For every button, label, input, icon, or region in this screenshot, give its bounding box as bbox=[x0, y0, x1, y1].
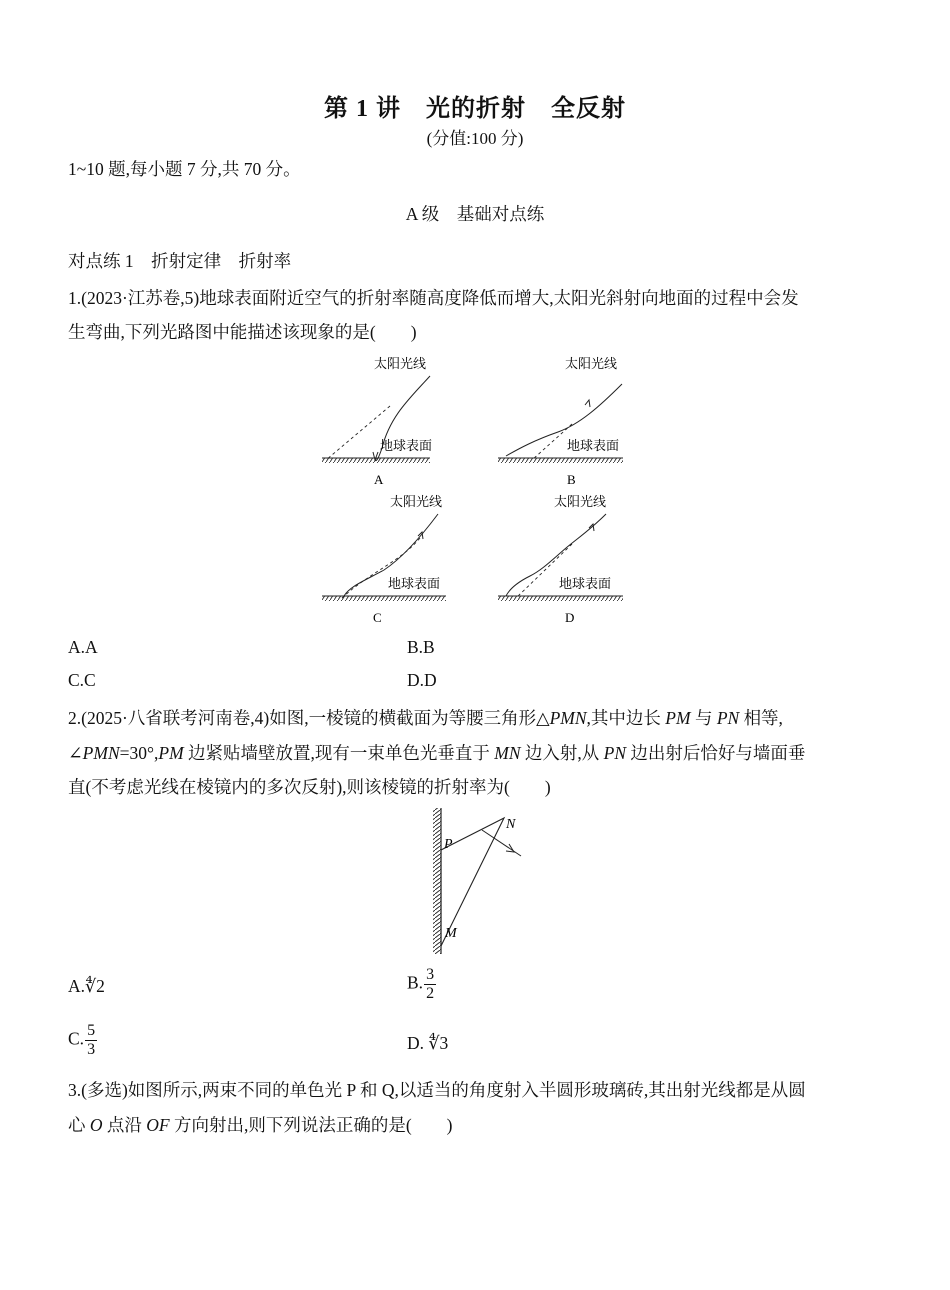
q3-text-line2: 心 O 点沿 OF 方向射出,则下列说法正确的是( ) bbox=[68, 1115, 453, 1135]
q2-figure bbox=[420, 806, 530, 956]
q2-option-d[interactable]: D. ∜3 bbox=[407, 1033, 449, 1053]
q1-text-line2: 生弯曲,下列光路图中能描述该现象的是( ) bbox=[68, 322, 417, 342]
light-ray bbox=[482, 830, 521, 856]
panel-b bbox=[498, 356, 623, 487]
panel-d bbox=[498, 494, 623, 625]
fraction: $\frac{3}{2}$ bbox=[426, 966, 435, 1002]
sun-label: 太阳光线 bbox=[390, 494, 443, 509]
panel-label: D bbox=[565, 610, 575, 625]
ground-label: 地球表面 bbox=[567, 438, 620, 453]
sun-label: 太阳光线 bbox=[374, 356, 427, 371]
q1-option-d[interactable]: D.D bbox=[407, 670, 437, 690]
q2-option-b[interactable]: B. $\frac{3}{2}$ bbox=[407, 966, 435, 1002]
point-m-label: M bbox=[445, 926, 457, 941]
sun-label: 太阳光线 bbox=[565, 356, 618, 371]
q1-figure bbox=[310, 348, 640, 630]
instructions: 1~10 题,每小题 7 分,共 70 分。 bbox=[68, 159, 301, 179]
q1-option-c[interactable]: C.C bbox=[68, 670, 96, 690]
wall bbox=[433, 808, 441, 954]
q2-option-c[interactable]: C. $\frac{5}{3}$ bbox=[68, 1022, 96, 1058]
q1-option-b[interactable]: B.B bbox=[407, 637, 435, 657]
topic-heading: 对点练 1 折射定律 折射率 bbox=[68, 251, 292, 271]
fraction: $\frac{5}{3}$ bbox=[87, 1022, 96, 1058]
q2-text-line1: 2.(2025·八省联考河南卷,4)如图,一棱镜的横截面为等腰三角形△PMN,其中边长 PM 与 PN 相等, bbox=[68, 708, 783, 728]
point-n-label: N bbox=[506, 817, 516, 832]
q1-text-line1: 1.(2023·江苏卷,5)地球表面附近空气的折射率随高度降低而增大,太阳光斜射向地面的过程中会发 bbox=[68, 288, 799, 308]
level-heading: A 级 基础对点练 bbox=[405, 204, 545, 224]
panel-label: C bbox=[373, 610, 382, 625]
page-title: 第 1 讲 光的折射 全反射 bbox=[324, 96, 626, 122]
panel-c bbox=[322, 494, 446, 625]
panel-label: A bbox=[374, 472, 384, 487]
sun-label: 太阳光线 bbox=[554, 494, 607, 509]
q3-text-line1: 3.(多选)如图所示,两束不同的单色光 P 和 Q,以适当的角度射入半圆形玻璃砖,其出射光线都是从圆 bbox=[68, 1080, 806, 1100]
panel-label: B bbox=[567, 472, 576, 487]
ground-label: 地球表面 bbox=[380, 438, 433, 453]
ground-label: 地球表面 bbox=[388, 576, 441, 591]
ground-label: 地球表面 bbox=[559, 576, 612, 591]
dashed-line bbox=[532, 424, 572, 460]
q2-text-line3: 直(不考虑光线在棱镜内的多次反射),则该棱镜的折射率为( ) bbox=[68, 777, 551, 797]
q2-option-a[interactable]: A.∜2 bbox=[68, 976, 105, 996]
point-p-label: P bbox=[444, 837, 453, 852]
q2-text-line2: ∠PMN=30°,PM 边紧贴墙壁放置,现有一束单色光垂直于 MN 边入射,从 PN 边出射后恰好与墙面垂 bbox=[68, 743, 806, 763]
score-note: (分值:100 分) bbox=[426, 129, 524, 148]
panel-a bbox=[322, 356, 432, 487]
q1-option-a[interactable]: A.A bbox=[68, 637, 98, 657]
